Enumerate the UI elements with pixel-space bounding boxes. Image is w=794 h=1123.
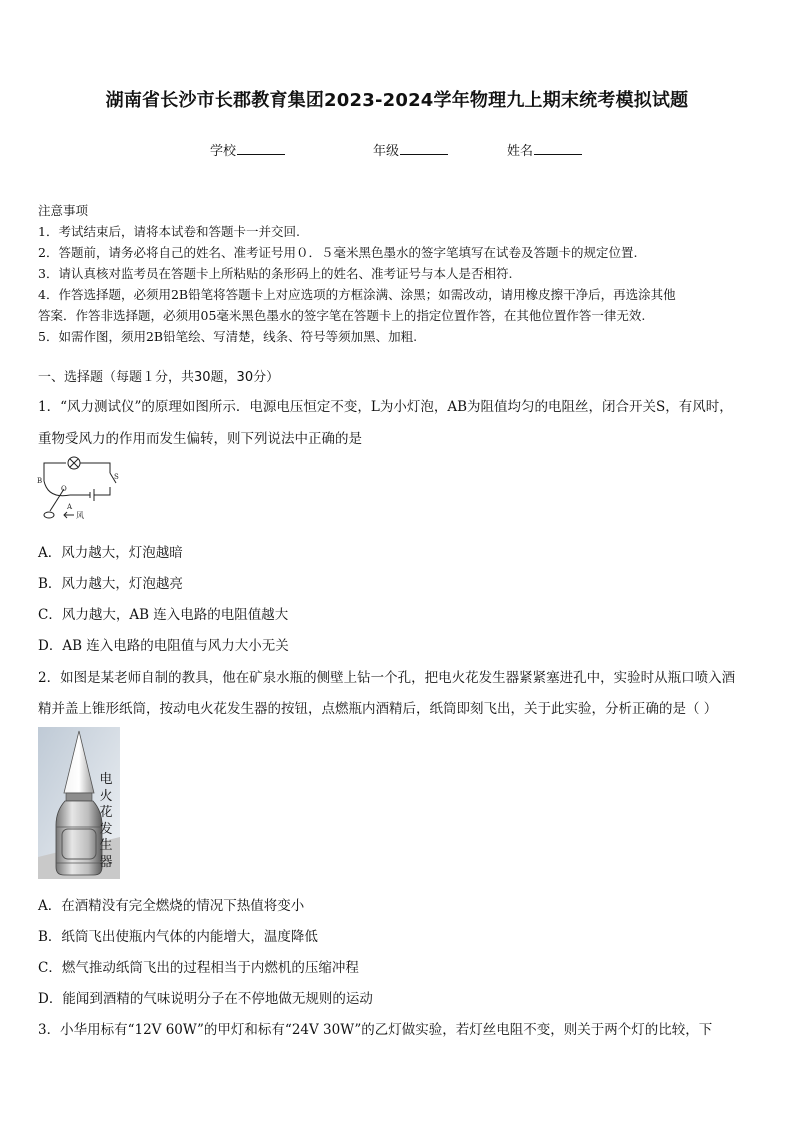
school-field[interactable]	[210, 140, 285, 159]
label-char: 花	[99, 805, 113, 820]
figure-label-O: O	[61, 485, 67, 493]
notes-heading: 注意事项	[38, 203, 89, 218]
question-2-option[interactable]: B．纸筒飞出使瓶内气体的内能增大，温度降低	[38, 929, 318, 945]
notes-item: 4．作答选择题，必须用2B铅笔将答题卡上对应选项的方框涂满、涂黑；如需改动，请用橡皮擦干净后，再选涂其他	[38, 287, 676, 302]
question-1-line: 1．“风力测试仪”的原理如图所示．电源电压恒定不变，L为小灯泡，AB为阻值均匀的电阻丝，闭合开关S，有风时，	[38, 399, 733, 415]
question-1-option[interactable]: D．AB 连入电路的电阻值与风力大小无关	[38, 638, 289, 654]
label-char: 发	[99, 821, 113, 837]
grade-field[interactable]	[373, 140, 448, 159]
question-1-option[interactable]: A．风力越大，灯泡越暗	[38, 545, 183, 561]
school-blank[interactable]	[237, 142, 285, 155]
question-2-option[interactable]: C．燃气推动纸筒飞出的过程相当于内燃机的压缩冲程	[38, 960, 359, 976]
figure-label-A: A	[67, 503, 73, 511]
question-2-line: 精并盖上锥形纸筒，按动电火花发生器的按钮，点燃瓶内酒精后，纸筒即刻飞出，关于此实验，分析正确的是（ ）	[38, 701, 718, 717]
figure-label-S: S	[114, 473, 119, 481]
question-2-option[interactable]: A．在酒精没有完全燃烧的情况下热值将变小	[38, 898, 305, 914]
page-title: 湖南省长沙市长郡教育集团2023-2024学年物理九上期末统考模拟试题	[105, 90, 689, 111]
question-1-option[interactable]: B．风力越大，灯泡越亮	[38, 576, 183, 592]
question-2-line: 2．如图是某老师自制的教具，他在矿泉水瓶的侧壁上钻一个孔，把电火花发生器紧紧塞进孔中，实验时从瓶口喷入酒	[38, 670, 736, 686]
label-char: 火	[99, 788, 113, 804]
student-info-row	[0, 140, 794, 160]
name-field[interactable]	[507, 140, 582, 159]
grade-blank[interactable]	[400, 142, 448, 155]
name-blank[interactable]	[534, 142, 582, 155]
question-3-line: 3．小华用标有“12V 60W”的甲灯和标有“24V 30W”的乙灯做实验，若灯丝电阻不变，则关于两个灯的比较，下	[38, 1022, 713, 1038]
notes-item: 2．答题前，请务必将自己的姓名、准考证号用０．５毫米黑色墨水的签字笔填写在试卷及答题卡的规定位置.	[38, 245, 638, 260]
label-char: 生	[99, 838, 113, 853]
name-label: 姓名	[507, 144, 534, 159]
notes-item: 3．请认真核对监考员在答题卡上所粘贴的条形码上的姓名、准考证号与本人是否相符.	[38, 266, 513, 281]
spark-generator-label	[98, 772, 114, 871]
notes-block	[38, 200, 760, 347]
school-label: 学校	[210, 144, 237, 159]
section-heading: 一、选择题（每题１分，共30题，30分）	[38, 370, 280, 385]
grade-label: 年级	[373, 144, 400, 159]
question-1-line: 重物受风力的作用而发生偏转，则下列说法中正确的是	[38, 431, 362, 447]
figure-label-wind: 风	[76, 511, 84, 520]
question-2-option[interactable]: D．能闻到酒精的气味说明分子在不停地做无规则的运动	[38, 991, 373, 1007]
notes-item: 1．考试结束后，请将本试卷和答题卡一并交回.	[38, 224, 300, 239]
wind-tester-circuit-figure	[34, 455, 124, 525]
notes-item: 答案．作答非选择题，必须用05毫米黑色墨水的签字笔在答题卡上的指定位置作答，在其他位置作答一律无效.	[38, 308, 646, 323]
label-char: 器	[99, 854, 113, 870]
figure-label-B: B	[37, 477, 43, 485]
notes-item: 5．如需作图，须用2B铅笔绘、写清楚，线条、符号等须加黑、加粗.	[38, 329, 418, 344]
question-1-option[interactable]: C．风力越大，AB 连入电路的电阻值越大	[38, 607, 289, 623]
label-char: 电	[99, 772, 113, 787]
